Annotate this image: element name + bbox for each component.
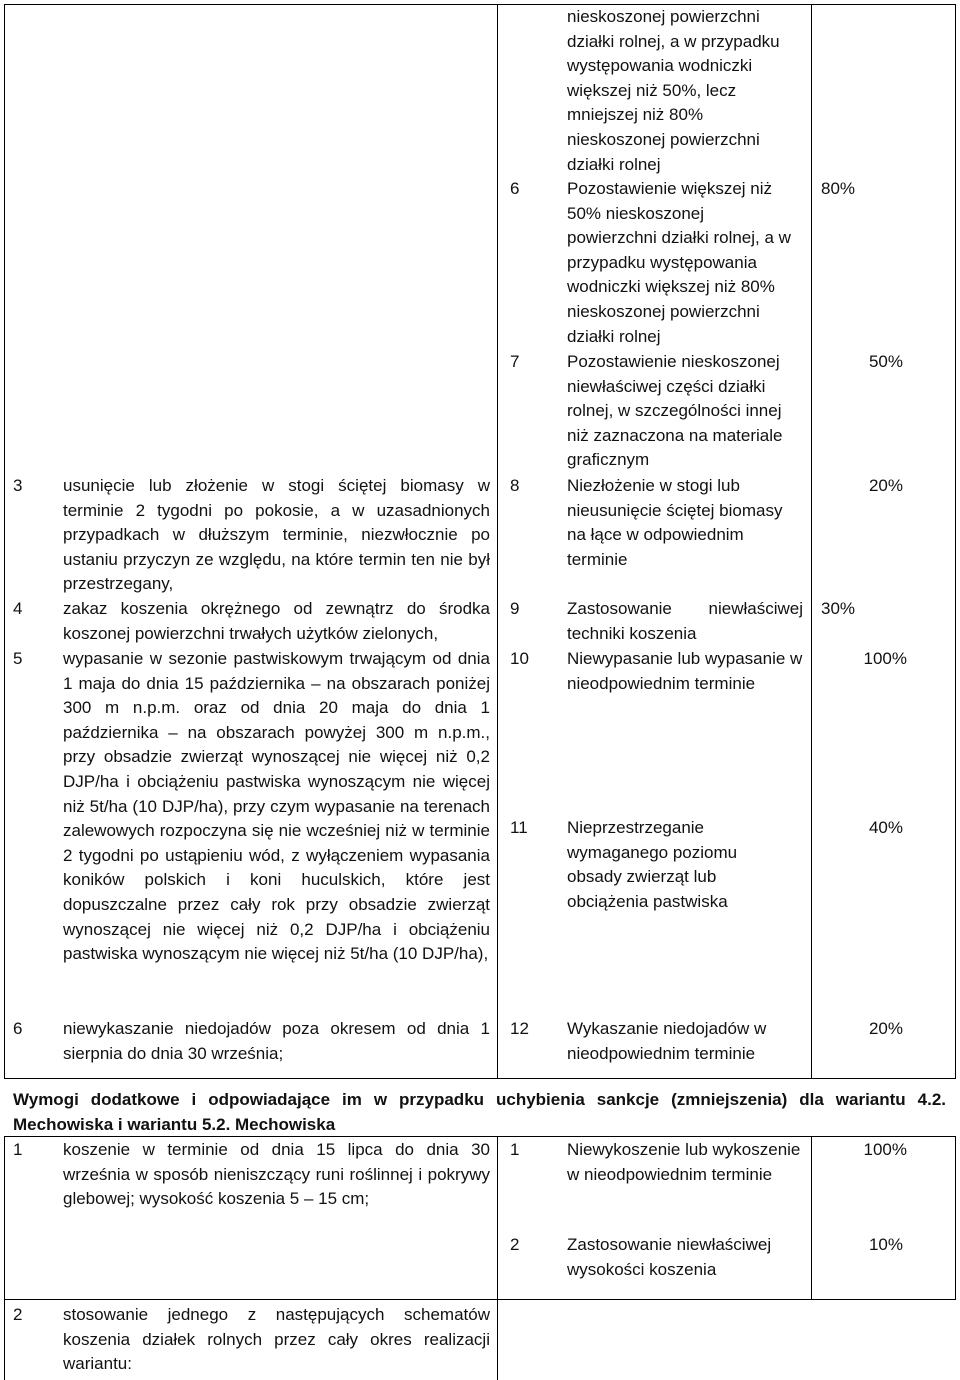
sanction-number: 2 bbox=[510, 1235, 520, 1254]
sanction-percentage: 10% bbox=[868, 1235, 903, 1254]
sanction-text: Pozostawienie większej niż 50% nieskoszonej powierzchni działki rolnej, a w przypadku występowania wodniczki większej niż 80% nieskoszonej powierzchni działki rolnej bbox=[567, 179, 791, 346]
sanction-percentage: 20% bbox=[868, 476, 903, 495]
requirement-number: 6 bbox=[13, 1019, 23, 1038]
sanction-percentage: 50% bbox=[868, 352, 903, 371]
sanction-text: Zastosowanie niewłaściwej techniki koszenia bbox=[567, 599, 803, 643]
requirement-number: 1 bbox=[13, 1140, 23, 1159]
requirement-text: niewykaszanie niedojadów poza okresem od dnia 1 sierpnia do dnia 30 września; bbox=[63, 1019, 490, 1063]
section-heading: Wymogi dodatkowe i odpowiadające im w przypadku uchybienia sankcje (zmniejszenia) dla wariantu 4.2. Mechowiska i wariantu 5.2. Mechowiska bbox=[13, 1090, 946, 1134]
requirement-text: usunięcie lub złożenie w stogi ściętej biomasy w terminie 2 tygodni po pokosie, a w uzasadnionych przypadkach w dłuższym terminie, niezwłocznie po ustaniu przyczyn ze względu, na które termin ten nie był przestrzegany, bbox=[63, 476, 490, 594]
sanction-number: 11 bbox=[510, 818, 528, 837]
sanction-number: 6 bbox=[510, 179, 520, 198]
requirement-number: 5 bbox=[13, 649, 23, 668]
table-divider-pct bbox=[811, 1136, 812, 1300]
sanction-percentage: 40% bbox=[868, 818, 903, 837]
requirement-text: stosowanie jednego z następujących schematów koszenia działek rolnych przez cały okres realizacji wariantu: bbox=[63, 1305, 490, 1374]
sanction-text: Pozostawienie nieskoszonej niewłaściwej części działki rolnej, w szczególności innej niż zaznaczona na materiale graficznym bbox=[567, 352, 783, 470]
table-row-separator bbox=[4, 1299, 498, 1300]
table-border-right bbox=[955, 4, 956, 1078]
table-border-top bbox=[4, 1136, 956, 1137]
table-divider-pct bbox=[811, 4, 812, 1078]
requirement-text: zakaz koszenia okrężnego od zewnątrz do środka koszonej powierzchni trwałych użytków zielonych, bbox=[63, 599, 490, 643]
sanction-text: Niezłożenie w stogi lub nieusunięcie ściętej biomasy na łące w odpowiednim terminie bbox=[567, 476, 783, 569]
sanction-percentage: 30% bbox=[821, 599, 856, 618]
table-border-bottom bbox=[4, 1078, 956, 1079]
requirement-number: 2 bbox=[13, 1305, 23, 1324]
sanction-percentage: 100% bbox=[863, 1140, 907, 1159]
table-border-top bbox=[4, 4, 956, 5]
sanction-number: 10 bbox=[510, 649, 529, 668]
requirement-text: koszenie w terminie od dnia 15 lipca do dnia 30 września w sposób nieniszczący runi roślinnej i pokrywy glebowej; wysokość koszenia 5 – 15 cm; bbox=[63, 1140, 490, 1209]
table-border-left bbox=[4, 4, 5, 1078]
sanction-text: Niewykoszenie lub wykoszenie w nieodpowiednim terminie bbox=[567, 1140, 801, 1184]
sanction-percentage: 80% bbox=[821, 179, 856, 198]
sanction-text: Niewypasanie lub wypasanie w nieodpowiednim terminie bbox=[567, 649, 803, 693]
sanction-number: 1 bbox=[510, 1140, 520, 1159]
sanction-percentage: 20% bbox=[868, 1019, 903, 1038]
table-divider-middle bbox=[497, 1136, 498, 1380]
table-border-left bbox=[4, 1136, 5, 1380]
table-row-separator bbox=[498, 1299, 956, 1300]
requirement-number: 3 bbox=[13, 476, 23, 495]
sanction-number: 8 bbox=[510, 476, 520, 495]
sanction-text: Nieprzestrzeganie wymaganego poziomu obsady zwierząt lub obciążenia pastwiska bbox=[567, 818, 738, 911]
sanction-number: 9 bbox=[510, 599, 520, 618]
sanction-text: Wykaszanie niedojadów w nieodpowiednim terminie bbox=[567, 1019, 767, 1063]
sanction-number: 7 bbox=[510, 352, 520, 371]
sanction-percentage: 100% bbox=[863, 649, 907, 668]
sanction-text: Zastosowanie niewłaściwej wysokości koszenia bbox=[567, 1235, 772, 1279]
sanction-number: 12 bbox=[510, 1019, 529, 1038]
table-divider-middle bbox=[497, 4, 498, 1078]
table-border-right bbox=[955, 1136, 956, 1300]
requirement-number: 4 bbox=[13, 599, 23, 618]
sanction-text-continued: nieskoszonej powierzchni działki rolnej, a w przypadku występowania wodniczki większej niż 50%, lecz mniejszej niż 80% nieskoszonej powierzchni działki rolnej bbox=[567, 7, 780, 174]
requirement-text: wypasanie w sezonie pastwiskowym trwającym od dnia 1 maja do dnia 15 października – na obszarach poniżej 300 m n.p.m. oraz od dnia 20 maja do dnia 1 października – na obszarach powyżej 300 m n.p.m., przy obsadzie zwierząt wynoszącej nie więcej niż 0,2 DJP/ha i obciążeniu pastwiska wynoszącym nie więcej niż 5t/ha (10 DJP/ha), przy czym wypasanie na terenach zalewowych rozpoczyna się nie wcześniej niż w terminie 2 tygodni po ustąpieniu wód, z wyłączeniem wypasania koników polskich i koni huculskich, które jest dopuszczalne przez cały rok przy obsadzie zwierząt wynoszącej nie więcej niż 0,2 DJP/ha i obciążeniu pastwiska wynoszącym nie więcej niż 5t/ha (10 DJP/ha), bbox=[63, 649, 490, 964]
